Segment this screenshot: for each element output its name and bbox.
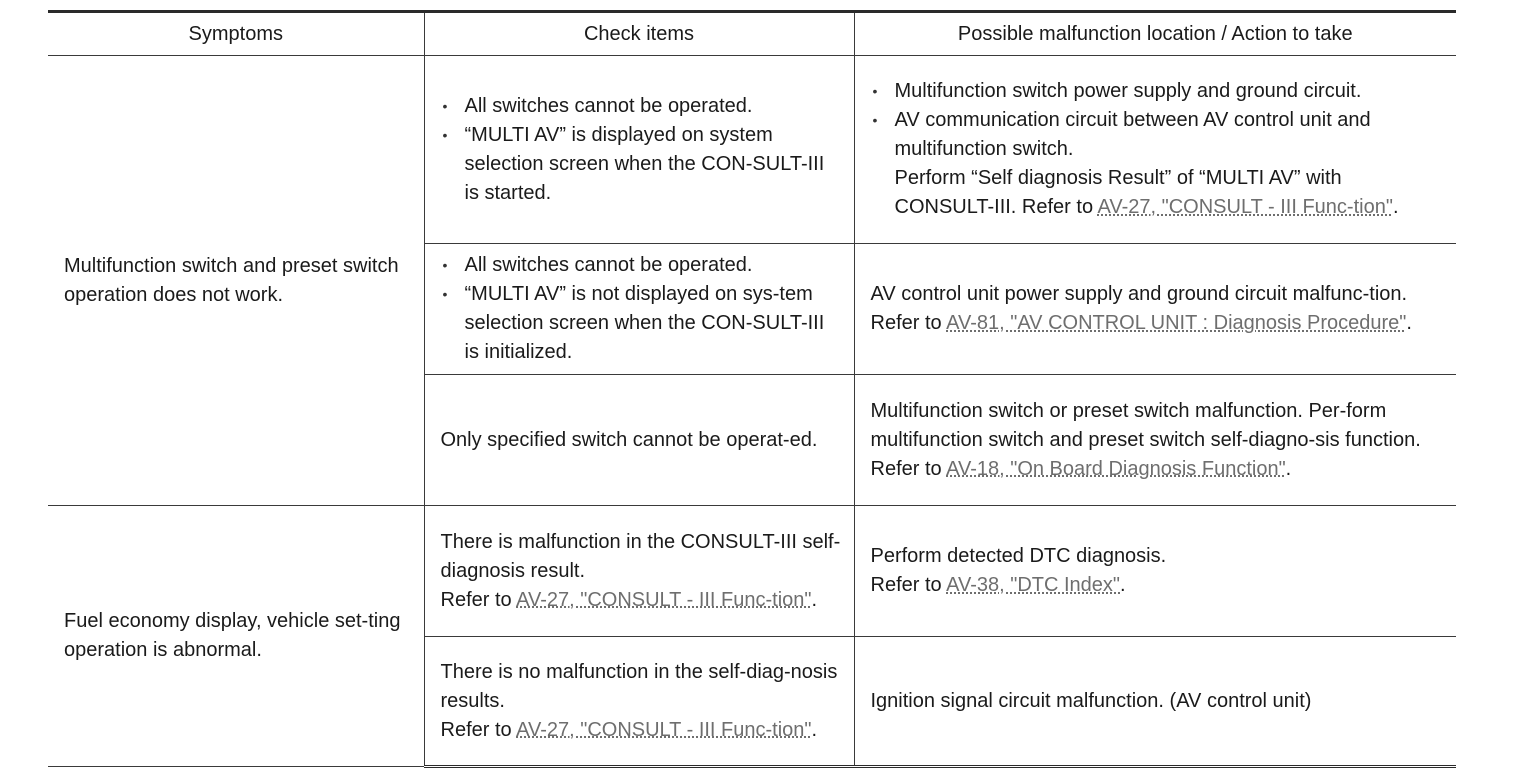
action-text: AV control unit power supply and ground circuit malfunc-tion. Refer to — [870, 283, 1408, 334]
action-text: Multifunction switch or preset switch malfunction. Per-form multifunction switch and preset switch self-diagno-sis function. Refer to — [870, 399, 1421, 480]
reference-link[interactable]: AV-27, "CONSULT - III Func-tion" — [1097, 196, 1393, 218]
punctuation: . — [1285, 457, 1292, 480]
reference-link[interactable]: AV-27, "CONSULT - III Func-tion" — [516, 588, 812, 611]
action-cell — [854, 375, 1456, 506]
list-item: • All switches cannot be operated. — [441, 92, 844, 121]
reference-link[interactable]: AV-81, "AV CONTROL UNIT : Diagnosis Procedure" — [946, 312, 1407, 334]
check-cell — [424, 56, 854, 244]
punctuation: . — [811, 718, 818, 741]
action-note — [895, 164, 1447, 222]
refer-text: Refer to — [440, 718, 517, 741]
symptom-cell: Multifunction switch and preset switch operation does not work. — [48, 56, 424, 506]
list-item-text: AV communication circuit between AV control unit and multifunction switch. — [894, 109, 1371, 160]
action-cell — [854, 244, 1456, 375]
list-item — [871, 106, 1447, 222]
check-text: There is malfunction in the CONSULT-III self-diagnosis result. — [440, 530, 841, 582]
check-list — [441, 92, 844, 208]
table-header-row — [48, 12, 1456, 56]
action-cell — [854, 506, 1456, 637]
action-list — [871, 77, 1447, 222]
check-cell — [424, 506, 854, 637]
reference-link[interactable]: AV-27, "CONSULT - III Func-tion" — [516, 718, 812, 741]
refer-text: Refer to — [870, 574, 947, 596]
list-item: • “MULTI AV” is not displayed on sys-tem selection screen when the CON-SULT-III is initialized. — [441, 280, 844, 367]
reference-link[interactable]: AV-18, "On Board Diagnosis Function" — [946, 457, 1286, 480]
table-row — [48, 506, 1456, 637]
action-cell — [854, 56, 1456, 244]
check-list — [441, 251, 844, 367]
list-item: • All switches cannot be operated. — [441, 251, 844, 280]
check-cell — [424, 637, 854, 767]
reference-link[interactable]: AV-38, "DTC Index" — [946, 574, 1121, 596]
punctuation: . — [1406, 312, 1412, 334]
list-item: • Multifunction switch power supply and ground circuit. — [871, 77, 1447, 106]
list-item: • “MULTI AV” is displayed on system selection screen when the CON-SULT-III is started. — [441, 121, 844, 208]
punctuation: . — [811, 588, 818, 611]
check-text: There is no malfunction in the self-diag-nosis results. — [440, 660, 838, 712]
header-action: Possible malfunction location / Action to take — [854, 12, 1456, 56]
action-text: Perform detected DTC diagnosis. — [870, 545, 1167, 567]
header-check-items: Check items — [424, 12, 854, 56]
symptom-cell: Fuel economy display, vehicle set-ting operation is abnormal. — [48, 506, 424, 767]
action-cell: Ignition signal circuit malfunction. (AV control unit) — [854, 637, 1456, 767]
header-symptoms: Symptoms — [48, 12, 424, 56]
diagnosis-table — [48, 10, 1456, 768]
punctuation: . — [1392, 196, 1399, 218]
table-row — [48, 56, 1456, 244]
action-note-text: Perform “Self diagnosis Result” of “MULTI AV” with CONSULT-III. Refer to — [894, 167, 1342, 218]
check-cell — [424, 244, 854, 375]
refer-text: Refer to — [440, 588, 517, 611]
punctuation: . — [1120, 574, 1126, 596]
check-cell: Only specified switch cannot be operat-ed. — [424, 375, 854, 506]
